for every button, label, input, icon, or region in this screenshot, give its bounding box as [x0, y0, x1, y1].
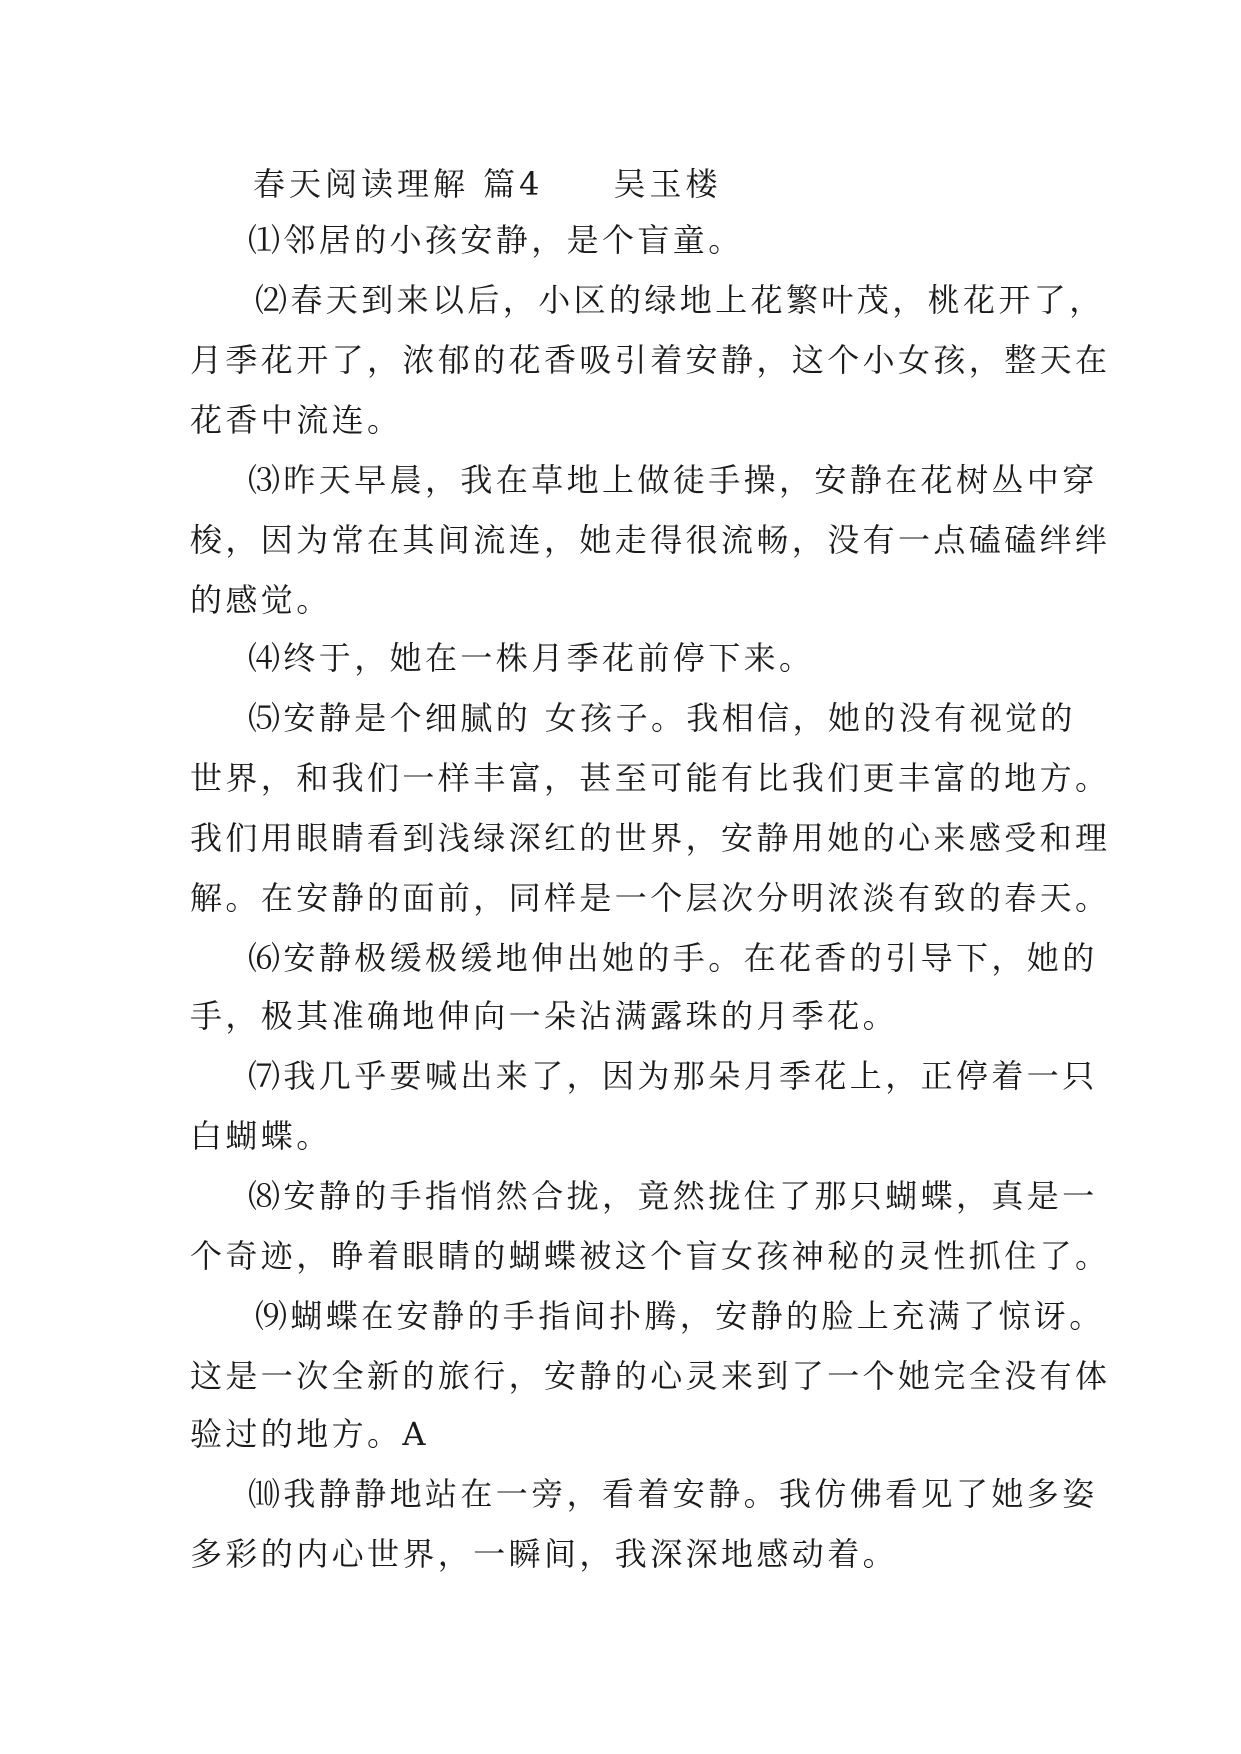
paragraph-line: 梭，因为常在其间流连，她走得很流畅，没有一点磕磕绊绊 — [190, 521, 1111, 559]
paragraph-line: ⑶昨天早晨，我在草地上做徒手操，安静在花树丛中穿 — [248, 461, 1098, 499]
paragraph-line: ⑷终于，她在一株月季花前停下来。 — [248, 639, 815, 677]
document-title: 春天阅读理解 篇4 — [253, 165, 544, 203]
paragraph-line: 的感觉。 — [190, 581, 332, 619]
paragraph-line: 我们用眼睛看到浅绿深红的世界，安静用她的心来感受和理 — [190, 819, 1111, 857]
paragraph-line: ⑻安静的手指悄然合拢，竟然拢住了那只蝴蝶，真是一 — [248, 1177, 1098, 1215]
paragraph-line: ⑴邻居的小孩安静，是个盲童。 — [248, 221, 744, 259]
paragraph-line: 手，极其准确地伸向一朵沾满露珠的月季花。 — [190, 997, 899, 1035]
paragraph-line: 花香中流连。 — [190, 401, 403, 439]
paragraph-line: 验过的地方。A — [190, 1415, 429, 1453]
paragraph-line: ⑹安静极缓极缓地伸出她的手。在花香的引导下，她的 — [248, 939, 1098, 977]
paragraph-line: ⑸安静是个细腻的 女孩子。我相信，她的没有视觉的 — [248, 699, 1076, 737]
paragraph-line: ⑵春天到来以后，小区的绿地上花繁叶茂，桃花开了， — [255, 281, 1105, 319]
paragraph-line: ⑽我静静地站在一旁，看着安静。我仿佛看见了她多姿 — [248, 1475, 1098, 1513]
paragraph-line: 解。在安静的面前，同样是一个层次分明浓淡有致的春天。 — [190, 879, 1111, 917]
title-line — [253, 164, 722, 204]
paragraph-line: 个奇迹，睁着眼睛的蝴蝶被这个盲女孩神秘的灵性抓住了。 — [190, 1237, 1111, 1275]
paragraph-line: ⑺我几乎要喊出来了，因为那朵月季花上，正停着一只 — [248, 1057, 1098, 1095]
paragraph-line: 世界，和我们一样丰富，甚至可能有比我们更丰富的地方。 — [190, 759, 1111, 797]
document-author: 吴玉楼 — [613, 165, 722, 203]
paragraph-line: 月季花开了，浓郁的花香吸引着安静，这个小女孩，整天在 — [190, 341, 1111, 379]
paragraph-line: 白蝴蝶。 — [190, 1117, 332, 1155]
paragraph-line: ⑼蝴蝶在安静的手指间扑腾，安静的脸上充满了惊讶。 — [255, 1297, 1105, 1335]
paragraph-line: 多彩的内心世界，一瞬间，我深深地感动着。 — [190, 1535, 899, 1573]
paragraph-line: 这是一次全新的旅行，安静的心灵来到了一个她完全没有体 — [190, 1357, 1111, 1395]
